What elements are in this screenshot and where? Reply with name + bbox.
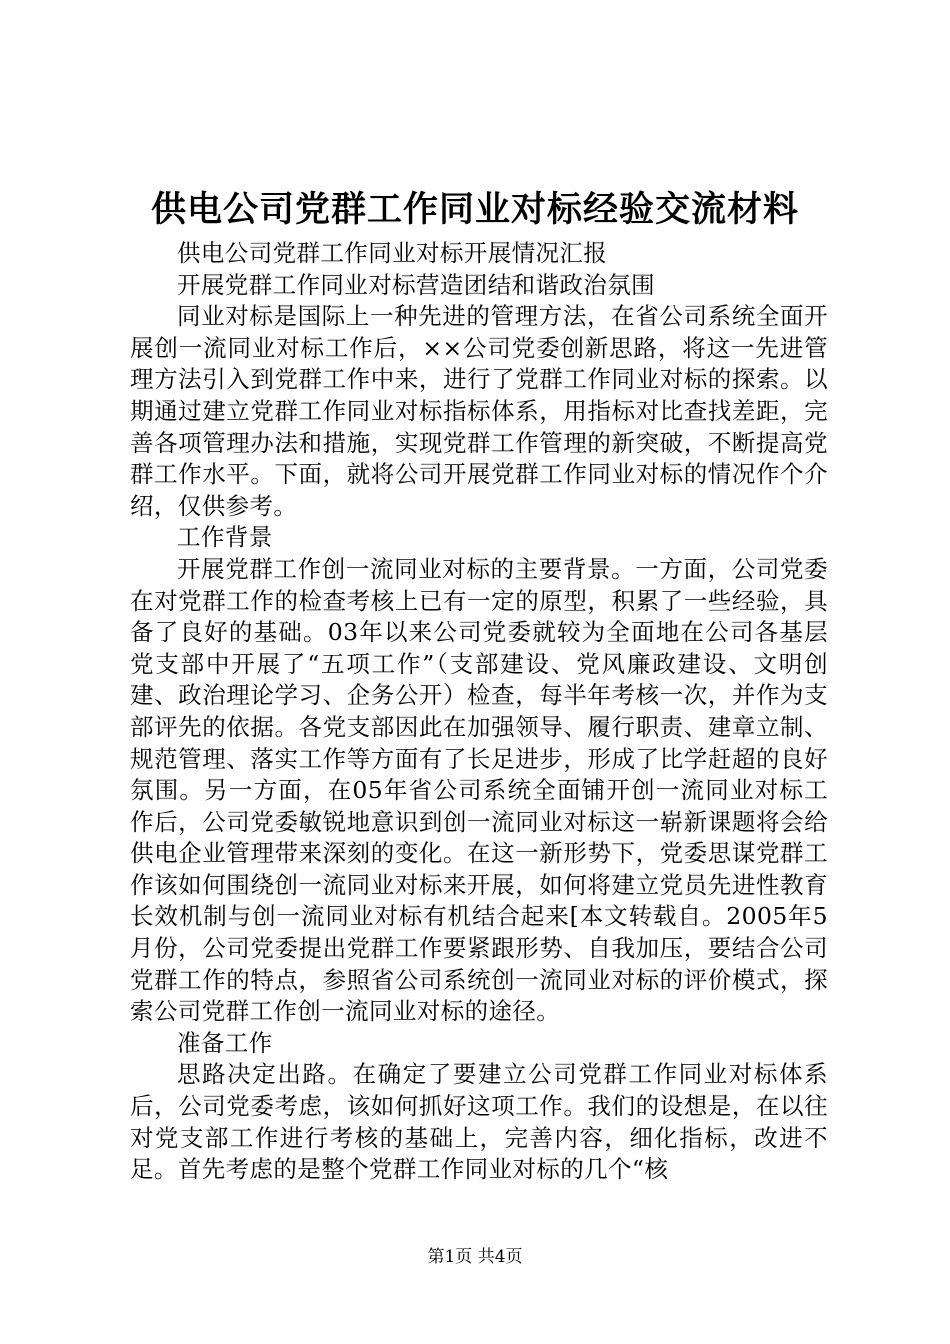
paragraph-preparation: 思路决定出路。在确定了要建立公司党群工作同业对标体系后，公司党委考虑，该如何抓好这项工作。我们的设想是，在以往对党支部工作进行考核的基础上，完善内容，细化指标，改进不足。首先考虑的是整个党群工作同业对标的几个“核 (130, 1060, 828, 1184)
document-title: 供电公司党群工作同业对标经验交流材料 (150, 189, 799, 230)
paragraph-intro: 同业对标是国际上一种先进的管理方法，在省公司系统全面开展创一流同业对标工作后，××公司党委创新思路，将这一先进管理方法引入到党群工作中来，进行了党群工作同业对标的探索。以期通过建立党群工作同业对标指标体系，用指标对比查找差距，完善各项管理办法和措施，实现党群工作管理的新突破，不断提高党群工作水平。下面，就将公司开展党群工作同业对标的情况作个介绍，仅供参考。 (130, 302, 828, 520)
section-heading-preparation: 准备工作 (177, 1028, 273, 1057)
section-heading-background: 工作背景 (177, 523, 273, 552)
document-body (130, 238, 828, 1186)
page-number-footer: 第1页 共4页 (427, 1247, 523, 1267)
paragraph-subtitle: 开展党群工作同业对标营造团结和谐政治氛围 (177, 270, 655, 299)
paragraph-report-title: 供电公司党群工作同业对标开展情况汇报 (177, 239, 608, 267)
paragraph-background: 开展党群工作创一流同业对标的主要背景。一方面，公司党委在对党群工作的检查考核上已有一定的原型，积累了一些经验，具备了良好的基础。03年以来公司党委就较为全面地在公司各基层党支部中开展了“五项工作”（支部建设、党风廉政建设、文明创建、政治理论学习、企务公开）检查，每半年考核一次，并作为支部评先的依据。各党支部因此在加强领导、履行职责、建章立制、规范管理、落实工作等方面有了长足进步，形成了比学赶超的良好氛围。另一方面，在05年省公司系统全面铺开创一流同业对标工作后，公司党委敏锐地意识到创一流同业对标这一崭新课题将会给供电企业管理带来深刻的变化。在这一新形势下，党委思谋党群工作该如何围绕创一流同业对标来开展，如何将建立党员先进性教育长效机制与创一流同业对标有机结合起来[本文转载自。2005年5月份，公司党委提出党群工作要紧跟形势、自我加压，要结合公司党群工作的特点，参照省公司系统创一流同业对标的评价模式，探索公司党群工作创一流同业对标的途径。 (130, 554, 828, 1026)
